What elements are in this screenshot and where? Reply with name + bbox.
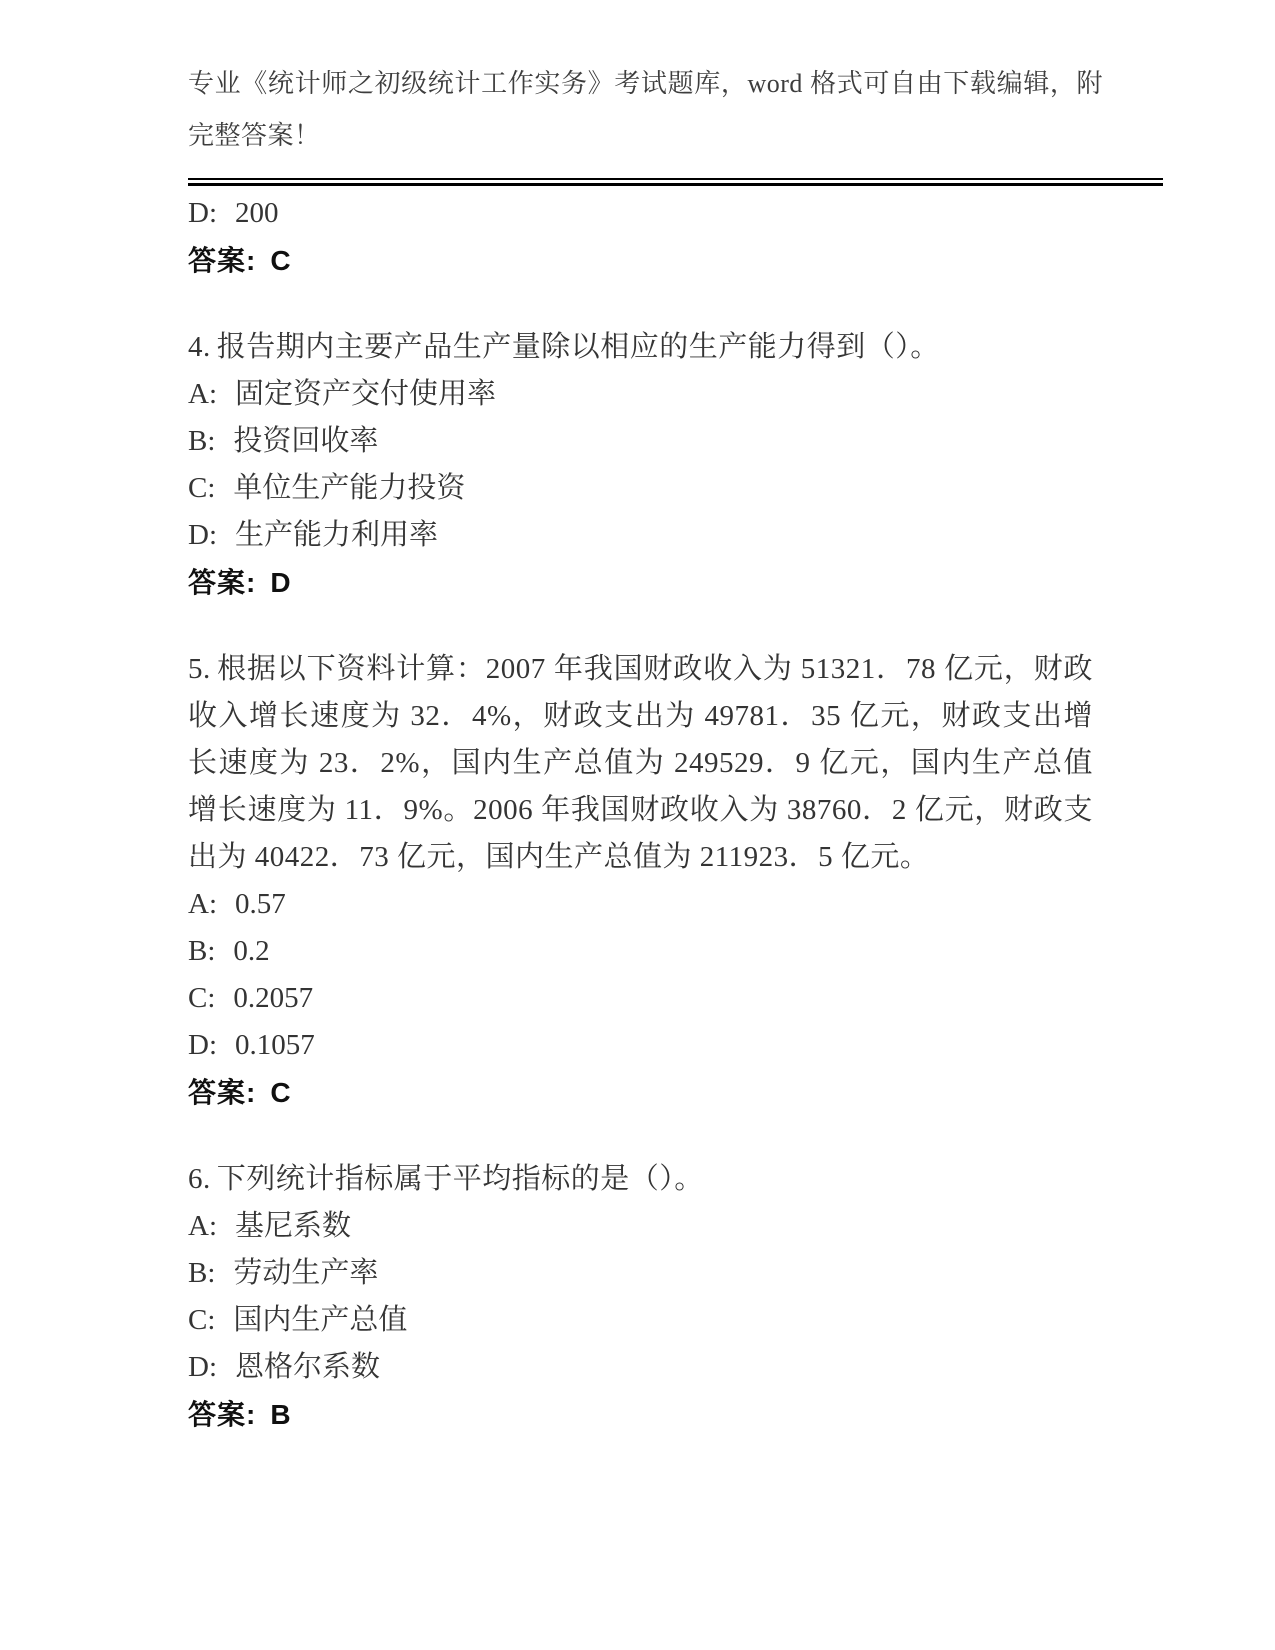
answer-label: 答案:	[188, 245, 257, 276]
answer-value: D	[270, 567, 292, 598]
option-text: 恩格尔系数	[235, 1351, 381, 1383]
option-key: A:	[188, 378, 217, 410]
question-number: 6.	[188, 1163, 211, 1195]
option-text: 0.2057	[233, 982, 314, 1014]
question-number: 4.	[188, 331, 211, 363]
option-key: D:	[188, 197, 217, 229]
option-line	[188, 1203, 1093, 1250]
header-double-rule	[188, 178, 1163, 186]
option-line	[188, 512, 1093, 559]
question-body: 根据以下资料计算：2007 年我国财政收入为 51321．78 亿元，财政收入增长速度为 32．4%，财政支出为 49781．35 亿元，财政支出增长速度为 23．2%，国内生产总值为 249529．9 亿元，国内生产总值增长速度为 11．9%。2006 年我国财政收入为 38760．2 亿元，财政支出为 40422．73 亿元，国内生产总值为 211923．5 亿元。	[188, 653, 1093, 873]
option-key: B:	[188, 1257, 216, 1289]
option-text: 0.57	[235, 888, 286, 920]
answer-value: C	[270, 1077, 292, 1108]
question-text	[188, 646, 1093, 881]
question-body: 报告期内主要产品生产量除以相应的生产能力得到（）。	[216, 331, 940, 363]
option-text: 劳动生产率	[233, 1257, 379, 1289]
option-text: 0.2	[233, 935, 270, 967]
option-key: D:	[188, 1029, 217, 1061]
option-key: D:	[188, 519, 217, 551]
option-line	[188, 190, 1093, 237]
answer-label: 答案:	[188, 1077, 257, 1108]
question-block	[188, 1156, 1093, 1438]
option-key: B:	[188, 935, 216, 967]
option-text: 基尼系数	[235, 1210, 352, 1242]
option-line	[188, 465, 1093, 512]
option-text: 单位生产能力投资	[233, 472, 466, 504]
option-line	[188, 1344, 1093, 1391]
option-line	[188, 418, 1093, 465]
option-key: B:	[188, 425, 216, 457]
answer-label: 答案:	[188, 1399, 257, 1430]
question-text	[188, 1156, 1093, 1203]
option-line	[188, 975, 1093, 1022]
option-key: A:	[188, 1210, 217, 1242]
question-text	[188, 324, 1093, 371]
answer-value: B	[270, 1399, 292, 1430]
answer-line	[188, 1391, 1093, 1438]
option-text: 投资回收率	[233, 425, 379, 457]
answer-line	[188, 559, 1093, 606]
option-line	[188, 1297, 1093, 1344]
option-text: 200	[235, 197, 279, 229]
page-header	[188, 58, 1163, 186]
option-text: 国内生产总值	[233, 1304, 408, 1336]
question-block	[188, 646, 1093, 1116]
answer-label: 答案:	[188, 567, 257, 598]
option-text: 生产能力利用率	[235, 519, 439, 551]
option-key: C:	[188, 1304, 216, 1336]
answer-line	[188, 1069, 1093, 1116]
answer-line	[188, 237, 1093, 284]
option-key: D:	[188, 1351, 217, 1383]
option-key: C:	[188, 982, 216, 1014]
option-line	[188, 1022, 1093, 1069]
question-block	[188, 324, 1093, 606]
option-text: 固定资产交付使用率	[235, 378, 497, 410]
question-number: 5.	[188, 653, 211, 685]
answer-value: C	[270, 245, 292, 276]
option-text: 0.1057	[235, 1029, 315, 1061]
document-content	[188, 190, 1093, 1438]
option-line	[188, 371, 1093, 418]
question-body: 下列统计指标属于平均指标的是（）。	[216, 1163, 704, 1195]
option-key: C:	[188, 472, 216, 504]
option-key: A:	[188, 888, 217, 920]
header-title: 专业《统计师之初级统计工作实务》考试题库，word 格式可自由下载编辑，附完整答案！	[188, 69, 1103, 150]
option-line	[188, 928, 1093, 975]
option-line	[188, 881, 1093, 928]
option-line	[188, 1250, 1093, 1297]
